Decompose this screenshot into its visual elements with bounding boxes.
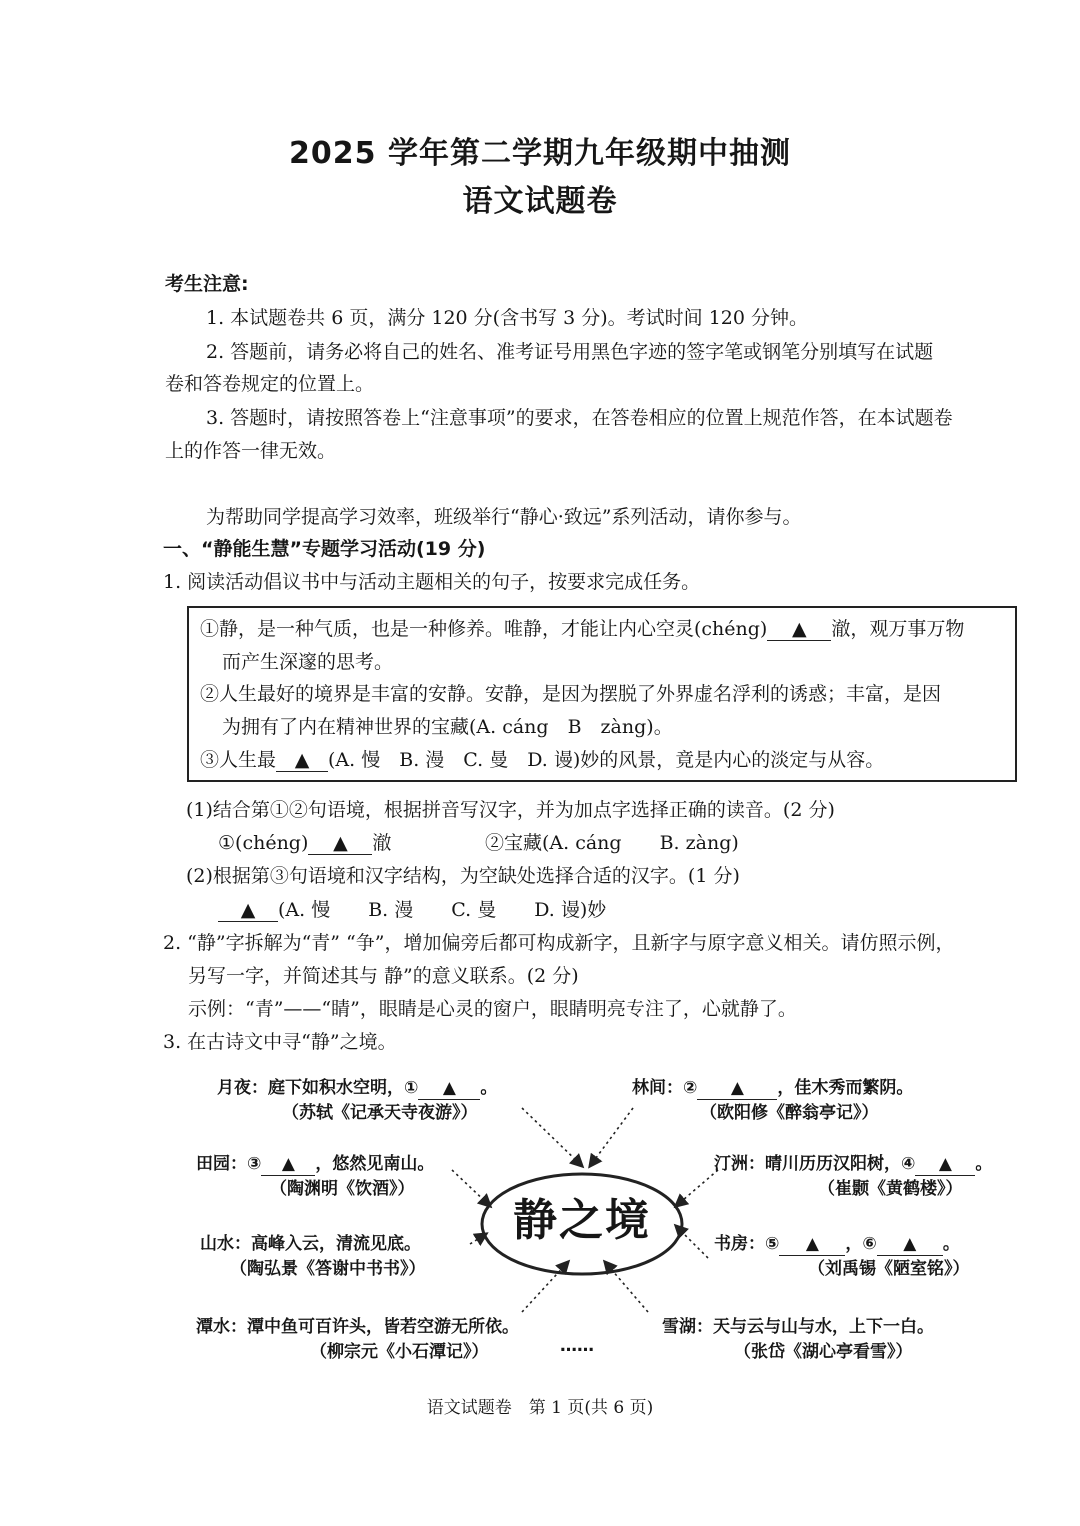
answer-blank[interactable]: ▲	[697, 1077, 777, 1100]
node-text: ，佳木秀而繁阴。	[777, 1078, 914, 1098]
box-sentence-2-line-2: 为拥有了内在精神世界的宝藏(A. cáng B zàng)。	[222, 716, 673, 738]
q1-1-a-tail: 澈	[372, 832, 392, 854]
mindmap-node-moonnight	[217, 1076, 497, 1100]
box-s3-head: ③人生最	[200, 749, 277, 771]
answer-blank[interactable]: ▲	[767, 618, 831, 641]
question-2-line-1: 2. “静”字拆解为“青” “争”，增加偏旁后都可构成新字，且新字与原字意义相关。请仿照示例，	[163, 932, 955, 954]
answer-blank[interactable]: ▲	[308, 832, 372, 855]
node-text: ，悠然见南山。	[315, 1154, 435, 1174]
box-sentence-1-line-2: 而产生深邃的思考。	[222, 651, 394, 673]
exam-subtitle: 语文试题卷	[462, 184, 618, 219]
answer-blank[interactable]: ▲	[218, 899, 278, 922]
answer-blank[interactable]: ▲	[915, 1153, 975, 1176]
node-text: 。	[942, 1234, 960, 1254]
answer-blank[interactable]: ▲	[261, 1153, 315, 1176]
box-s3-tail: (A. 慢 B. 漫 C. 曼 D. 谩)妙的风景，竟是内心的淡定与从容。	[328, 749, 885, 771]
arrow-moonnight	[522, 1108, 582, 1166]
mindmap-source-forest: （欧阳修《醉翁亭记》）	[700, 1103, 879, 1123]
mindmap-node-study	[714, 1232, 960, 1256]
section-1-heading: 一、“静能生慧”专题学习活动(19 分)	[163, 538, 486, 560]
mindmap-source-moonnight: （苏轼《记承天寺夜游》）	[282, 1103, 478, 1123]
mindmap-source-pond: （柳宗元《小石潭记》）	[310, 1342, 489, 1362]
exam-title: 2025 学年第二学期九年级期中抽测	[289, 136, 791, 171]
node-text: 林间：②	[632, 1078, 698, 1098]
box-s1-tail: 澈，观万事万物	[831, 618, 965, 640]
mindmap-node-forest	[632, 1076, 913, 1100]
node-text: 汀洲：晴川历历汉阳树，④	[714, 1154, 916, 1174]
mindmap-node-islet	[714, 1152, 992, 1176]
question-1-1: (1)结合第①②句语境，根据拼音写汉字，并为加点字选择正确的读音。(2 分)	[186, 799, 835, 821]
answer-blank[interactable]: ▲	[418, 1077, 480, 1100]
answer-blank[interactable]: ▲	[779, 1233, 845, 1256]
intro-text: 为帮助同学提高学习效率，班级举行“静心·致远”系列活动，请你参与。	[206, 506, 802, 528]
notice-item-1: 1. 本试题卷共 6 页，满分 120 分(含书写 3 分)。考试时间 120 分钟。	[206, 307, 809, 329]
mindmap-node-snowlake: 雪湖：天与云与山与水，上下一白。	[662, 1317, 934, 1337]
mindmap-ellipsis: ……	[560, 1336, 594, 1356]
notice-heading: 考生注意:	[165, 273, 249, 295]
notice-item-3-line-2: 上的作答一律无效。	[165, 440, 337, 462]
node-text: 田园：③	[196, 1154, 262, 1174]
q1-2-options: (A. 慢 B. 漫 C. 曼 D. 谩)妙	[278, 899, 607, 921]
question-1-2: (2)根据第③句语境和汉字结构，为空缺处选择合适的汉字。(1 分)	[186, 865, 740, 887]
node-text: ，⑥	[845, 1234, 877, 1254]
question-1-prompt: 1. 阅读活动倡议书中与活动主题相关的句子，按要求完成任务。	[163, 571, 701, 593]
page-footer: 语文试题卷 第 1 页(共 6 页)	[426, 1398, 654, 1418]
mindmap-node-pond: 潭水：潭中鱼可百许头，皆若空游无所依。	[196, 1317, 519, 1337]
mindmap-source-islet: （崔颢《黄鹤楼》）	[818, 1179, 963, 1199]
answer-blank[interactable]: ▲	[877, 1233, 943, 1256]
question-2-example: 示例：“青”——“睛”，眼睛是心灵的窗户，眼睛明亮专注了，心就静了。	[188, 998, 797, 1020]
mindmap-source-snowlake: （张岱《湖心亭看雪》）	[734, 1342, 913, 1362]
mindmap-center-word: 静之境	[513, 1195, 651, 1246]
box-sentence-2-line-1: ②人生最好的境界是丰富的安静。安静，是因为摆脱了外界虚名浮利的诱惑；丰富，是因	[200, 683, 942, 705]
mindmap-source-garden: （陶渊明《饮酒》）	[270, 1179, 415, 1199]
question-3-prompt: 3. 在古诗文中寻“静”之境。	[163, 1031, 397, 1053]
notice-item-2-line-1: 2. 答题前，请务必将自己的姓名、准考证号用黑色字迹的签字笔或钢笔分别填写在试题	[206, 341, 934, 363]
mindmap-node-landscape: 山水：高峰入云，清流见底。	[200, 1234, 421, 1254]
node-text: 书房：⑤	[714, 1234, 780, 1254]
node-text: 。	[480, 1078, 498, 1098]
question-2-line-2: 另写一字，并简述其与 静”的意义联系。(2 分)	[188, 965, 579, 987]
mindmap-source-study: （刘禹锡《陋室铭》）	[808, 1259, 970, 1279]
notice-item-3-line-1: 3. 答题时，请按照答卷上“注意事项”的要求，在答卷相应的位置上规范作答，在本试题卷	[206, 407, 953, 429]
answer-blank[interactable]: ▲	[276, 749, 328, 772]
mindmap-source-landscape: （陶弘景《答谢中书书》）	[230, 1259, 426, 1279]
box-s1-text: ①静，是一种气质，也是一种修养。唯静，才能让内心空灵(chéng)	[200, 618, 768, 640]
q1-1-a-label: ①(chéng)	[218, 832, 309, 854]
node-text: 。	[975, 1154, 993, 1174]
arrow-forest	[590, 1108, 633, 1166]
question-1-1-b: ②宝藏(A. cáng B. zàng)	[485, 832, 739, 854]
node-text: 月夜：庭下如积水空明，①	[217, 1078, 419, 1098]
mindmap-node-garden	[196, 1152, 434, 1176]
notice-item-2-line-2: 卷和答卷规定的位置上。	[165, 373, 375, 395]
